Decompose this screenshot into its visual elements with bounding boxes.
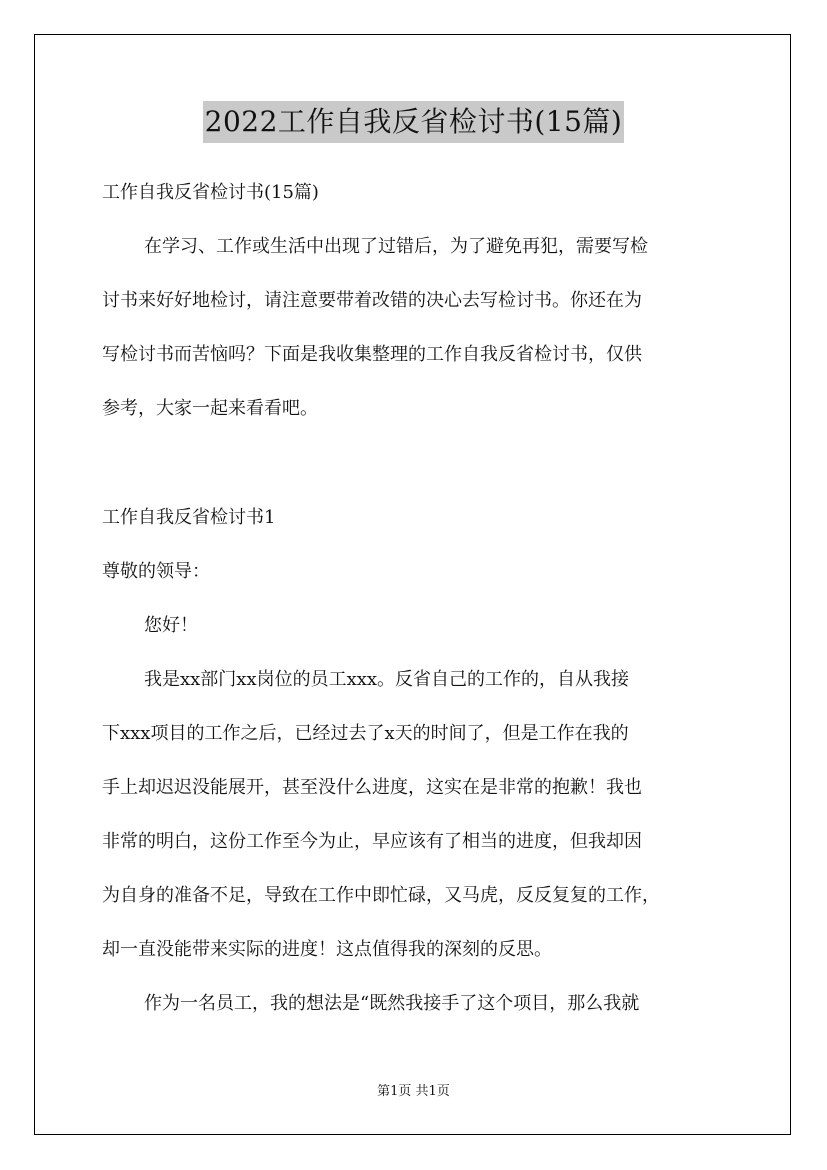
document-title: 2022工作自我反省检讨书(15篇) <box>203 101 625 143</box>
page-number: 第1页 共1页 <box>377 1084 450 1099</box>
salutation: 尊敬的领导： <box>102 561 210 582</box>
section-heading: 工作自我反省检讨书1 <box>102 507 276 528</box>
paragraph-line: 下xxx项目的工作之后，已经过去了x天的时间了，但是工作在我的 <box>102 723 629 744</box>
paragraph-line: 却一直没能带来实际的进度！这点值得我的深刻的反思。 <box>102 939 552 960</box>
paragraph-line: 手上却迟迟没能展开，甚至没什么进度，这实在是非常的抱歉！我也 <box>102 777 642 798</box>
paragraph-line: 参考，大家一起来看看吧。 <box>102 398 318 419</box>
paragraph-line: 为自身的准备不足，导致在工作中即忙碌，又马虎，反反复复的工作， <box>102 885 660 906</box>
paragraph-line: 讨书来好好地检讨，请注意要带着改错的决心去写检讨书。你还在为 <box>102 290 642 311</box>
intro-heading: 工作自我反省检讨书(15篇) <box>102 182 319 203</box>
paragraph-line: 写检讨书而苦恼吗？下面是我收集整理的工作自我反省检讨书，仅供 <box>102 344 642 365</box>
paragraph-line: 非常的明白，这份工作至今为止，早应该有了相当的进度，但我却因 <box>102 831 642 852</box>
paragraph-line: 作为一名员工，我的想法是“既然我接手了这个项目，那么我就 <box>144 993 640 1014</box>
paragraph-line: 在学习、工作或生活中出现了过错后，为了避免再犯，需要写检 <box>144 236 648 257</box>
title-container <box>0 101 827 143</box>
paragraph-line: 我是xx部门xx岗位的员工xxx。反省自己的工作的，自从我接 <box>144 669 630 690</box>
greeting: 您好！ <box>144 615 198 636</box>
